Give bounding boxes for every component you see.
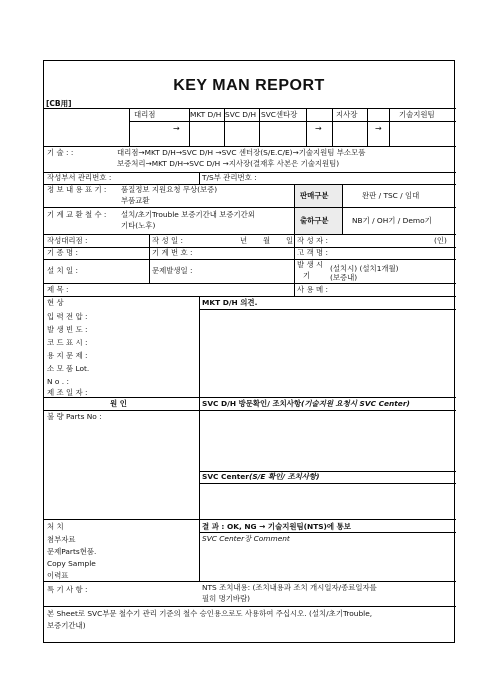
col-divider	[367, 108, 368, 146]
row-divider	[199, 532, 456, 533]
route-center: SVC센타장	[261, 110, 298, 119]
code-display: 코 드 표 시 :	[47, 338, 88, 347]
row-divider	[44, 606, 456, 607]
symptom-label: 현 상	[47, 298, 64, 307]
tech-line-1: 대리점→MKT D/H→SVC D/H →SVC 센터장(S/E.C/E)→기술지원팀 부소모품	[117, 148, 366, 157]
row-divider	[44, 207, 456, 208]
col-divider	[294, 234, 295, 283]
attachment: Copy Sample	[47, 559, 96, 568]
ts-number: T/S부 관리번호 :	[202, 173, 257, 182]
col-divider	[294, 283, 295, 296]
cause-label: 원 인	[110, 399, 127, 408]
writer-dealer: 작성대리점 :	[47, 236, 88, 245]
usage-label: 사 용 메 :	[297, 285, 328, 294]
col-divider	[129, 108, 130, 146]
arrow-icon: →	[315, 124, 322, 133]
row-divider	[44, 519, 456, 520]
date-year: 년	[240, 236, 248, 245]
model-label: 기 종 명 :	[47, 248, 78, 257]
install-date: 설 치 일 :	[47, 266, 78, 275]
svc-comment: SVC Center장 Comment	[202, 534, 290, 543]
info-value-2: 부품교환	[121, 196, 150, 205]
customer-label: 고 객 명 :	[297, 248, 328, 257]
row-divider	[44, 108, 456, 109]
svc-visit-text: SVC D/H 방문확인/ 조치사항	[202, 399, 302, 408]
col-divider	[199, 296, 200, 581]
svc-center	[202, 472, 319, 482]
sales-value: 완판 / TSC / 임대	[362, 191, 420, 200]
col-divider	[389, 108, 390, 146]
manufacture-date: 제 조 일 자 :	[47, 388, 88, 397]
col-divider	[199, 172, 200, 184]
author-label: 작 성 자 :	[297, 236, 328, 245]
row-divider	[44, 296, 456, 297]
row-divider	[44, 146, 456, 147]
bad-parts: 불 량 Parts No :	[47, 412, 102, 421]
report-title: KEY MAN REPORT	[173, 77, 325, 94]
svc-center-text: SVC Center	[202, 472, 249, 481]
row-divider	[199, 309, 456, 310]
report-form	[43, 60, 455, 643]
row-divider	[44, 283, 456, 284]
date-month: 월	[263, 236, 271, 245]
action-label: 처 치	[47, 522, 64, 531]
occur-value-2: (보증내)	[330, 273, 358, 282]
dept-number: 작성부서 관리번호 :	[47, 173, 112, 182]
row-divider	[199, 483, 456, 484]
write-date: 작 성 일 :	[152, 236, 183, 245]
row-divider	[129, 121, 456, 122]
col-divider	[259, 108, 260, 146]
frequency: 발 생 빈 도 :	[47, 325, 88, 334]
nts-action-2: 필히 명기바람)	[202, 594, 251, 603]
machine-number: 기 계 번 호 :	[152, 248, 193, 257]
ship-value: NB기 / OH기 / Demo기	[352, 216, 432, 225]
attachment: 문제Parts현품.	[47, 547, 97, 556]
info-label: 정 보 내 용 표 기 :	[47, 185, 107, 194]
row-divider	[44, 259, 456, 260]
tech-line-2: 보증처리→MKT D/H→SVC D/H →지사장(결재후 사본은 기술지원팀)	[117, 159, 340, 168]
row-divider	[44, 247, 456, 248]
col-divider	[149, 234, 150, 283]
row-divider	[44, 234, 456, 235]
seal-mark: (인)	[434, 236, 447, 245]
svc-center-italic: (S/E 확인/ 조치사항)	[248, 472, 320, 481]
attachment: 이력표	[47, 571, 69, 580]
exchange-label: 기 계 교 환 철 수 :	[47, 210, 107, 219]
row-divider	[44, 410, 456, 411]
sales-label: 판매구분	[300, 191, 329, 200]
svc-visit-italic: (기술지원 요청시 SVC Center)	[301, 399, 410, 408]
paper-issue: 용 지 문 제 :	[47, 351, 88, 360]
route-dealer: 대리점	[134, 110, 156, 119]
col-divider	[332, 108, 333, 146]
info-value: 품질정보 지원요청 무상(보증)	[121, 185, 218, 194]
attachment: 첨부자료	[47, 535, 76, 544]
issue-date: 문제발생일 :	[152, 266, 193, 275]
result-label: 결 과 : OK, NG → 기술지원팀(NTS)에 통보	[202, 522, 351, 531]
col-divider	[342, 184, 343, 234]
footer-note-2: 보증기간내)	[47, 621, 86, 630]
nts-action: NTS 조치내용: (조치내용과 조치 개시일자/종료일자를	[202, 583, 377, 592]
serial-number: N o . :	[47, 377, 69, 386]
svc-visit	[202, 399, 410, 409]
route-branch: 지사장	[336, 110, 358, 119]
exchange-value-2: 기타(노후)	[121, 221, 156, 230]
row-divider	[44, 581, 456, 582]
occur-label: 발 생 시	[297, 260, 324, 269]
consumable-lot: 소 모 품 Lot.	[47, 364, 90, 373]
occur-label-2: 기	[303, 271, 311, 280]
subject-label: 제 목 :	[47, 285, 69, 294]
date-day: 일	[286, 236, 294, 245]
col-divider	[306, 108, 307, 146]
input-voltage: 입 력 전 압 :	[47, 312, 88, 321]
footer-note: 본 Sheet로 SVC부문 철수기 관리 기준의 철수 승인용으로도 사용하여 주십시오. (설치/초기Trouble,	[47, 609, 373, 618]
occur-value: (설치시) (설치1개월)	[330, 264, 399, 273]
row-divider	[44, 397, 456, 398]
arrow-icon: →	[173, 124, 180, 133]
special-label: 특 기 사 항 :	[47, 585, 88, 594]
mkt-opinion: MKT D/H 의견.	[202, 298, 258, 307]
arrow-icon: →	[375, 124, 382, 133]
route-svc: SVC D/H	[225, 110, 256, 119]
exchange-value: 설치/초기Trouble 보증기간내 보증기간외	[121, 210, 255, 219]
route-mkt: MKT D/H	[190, 110, 222, 119]
ship-label: 출하구분	[300, 216, 329, 225]
route-tech: 기술지원팀	[399, 110, 435, 119]
tech-label: 기 술 : :	[47, 148, 74, 157]
form-code: [CB用]	[46, 99, 72, 108]
